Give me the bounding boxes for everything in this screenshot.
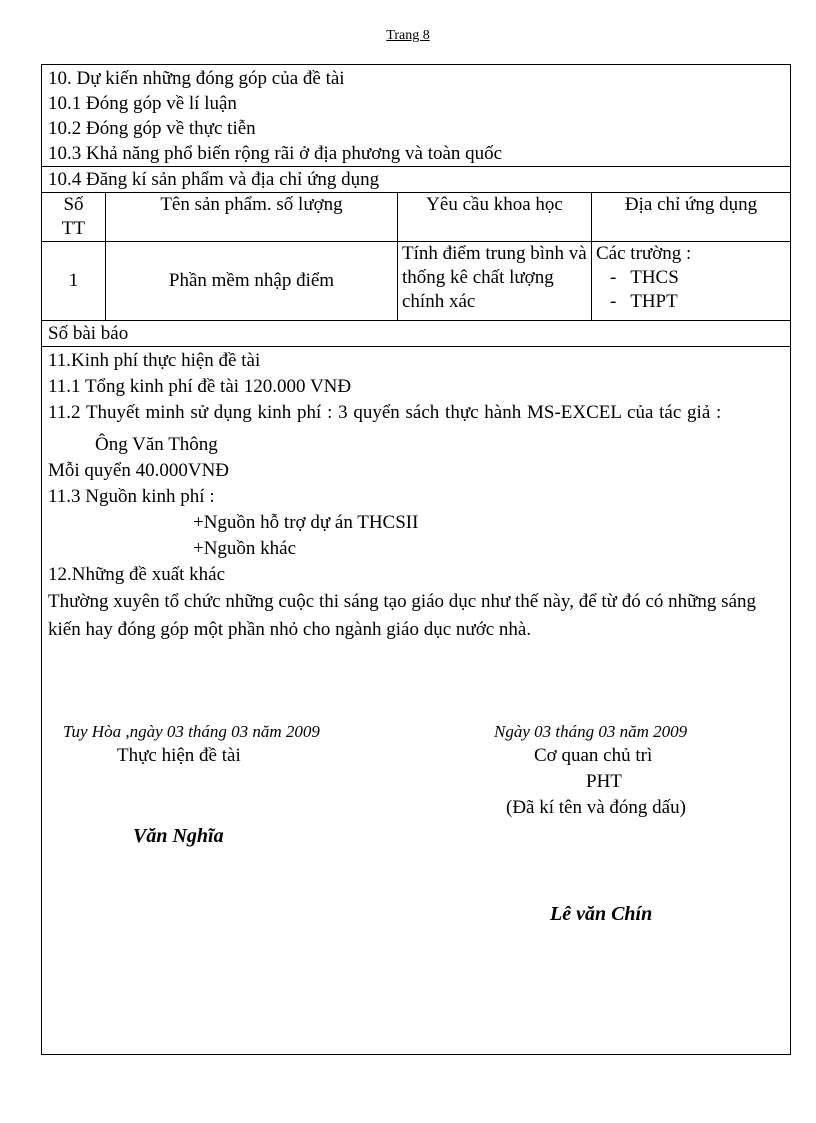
right-signature-title: PHT xyxy=(586,771,622,792)
column-header-name: Tên sản phẩm. số lượng xyxy=(106,193,398,242)
right-signature-name: Lê văn Chín xyxy=(550,903,653,925)
left-signature-name: Văn Nghĩa xyxy=(133,825,224,847)
book-author: Ông Văn Thông xyxy=(95,434,218,455)
articles-section xyxy=(42,321,790,347)
section-11-12 xyxy=(42,347,790,644)
section-12-title: 12.Những đề xuất khác xyxy=(48,564,226,585)
address-title: Các trường : xyxy=(596,243,692,264)
unit-price: Mỗi quyển 40.000VNĐ xyxy=(48,460,230,481)
column-header-address: Địa chỉ ứng dụng xyxy=(592,193,791,242)
section-11-1: 11.1 Tổng kinh phí đề tài 120.000 VNĐ xyxy=(48,376,352,397)
cell-product-name: Phần mềm nhập điểm xyxy=(106,242,398,321)
section-11-2: 11.2 Thuyết minh sử dụng kinh phí : 3 quyển sách thực hành MS-EXCEL của tác giả : xyxy=(48,402,722,423)
section-10-4 xyxy=(42,167,790,321)
section-10-1: 10.1 Đóng góp về lí luận xyxy=(48,93,237,114)
page-number: Trang 8 xyxy=(386,28,430,43)
cell-address xyxy=(592,242,791,321)
section-11-3: 11.3 Nguồn kinh phí : xyxy=(48,486,215,507)
product-table xyxy=(42,192,790,320)
cell-requirement: Tính điểm trung bình và thống kê chất lượng chính xác xyxy=(398,242,592,321)
column-header-requirement: Yêu cầu khoa học xyxy=(398,193,592,242)
section-10-3: 10.3 Khả năng phổ biến rộng rãi ở địa phương và toàn quốc xyxy=(48,143,503,164)
section-10-4-title: 10.4 Đăng kí sản phẩm và địa chỉ ứng dụng xyxy=(48,169,380,190)
table-header-row xyxy=(42,193,790,242)
left-signature-date: Tuy Hòa ,ngày 03 tháng 03 năm 2009 xyxy=(63,722,320,741)
right-signature-note: (Đã kí tên và đóng dấu) xyxy=(506,797,686,818)
document-frame xyxy=(41,64,791,1055)
left-signature-role: Thực hiện đề tài xyxy=(117,745,241,766)
section-11-title: 11.Kinh phí thực hiện đề tài xyxy=(48,350,261,371)
right-signature-date: Ngày 03 tháng 03 năm 2009 xyxy=(494,722,688,741)
section-10 xyxy=(42,65,790,167)
cell-stt: 1 xyxy=(42,242,106,321)
section-12-text: Thường xuyên tổ chức những cuộc thi sáng tạo giáo dục như thế này, để từ đó có những sáng kiến hay đóng góp một phần nhỏ cho ngành giáo dục nước nhà. xyxy=(48,591,757,640)
section-10-title: 10. Dự kiến những đóng góp của đề tài xyxy=(48,68,345,89)
address-item: - THCS xyxy=(610,267,679,288)
address-item: - THPT xyxy=(610,291,678,312)
right-signature-role: Cơ quan chủ trì xyxy=(534,745,653,766)
column-header-stt: Số TT xyxy=(42,193,106,242)
table-row xyxy=(42,242,790,321)
section-10-2: 10.2 Đóng góp về thực tiễn xyxy=(48,118,256,139)
funding-source: +Nguồn hỗ trợ dự án THCSII xyxy=(193,512,419,533)
funding-source: +Nguồn khác xyxy=(193,538,297,559)
articles-label: Số bài báo xyxy=(48,323,129,344)
